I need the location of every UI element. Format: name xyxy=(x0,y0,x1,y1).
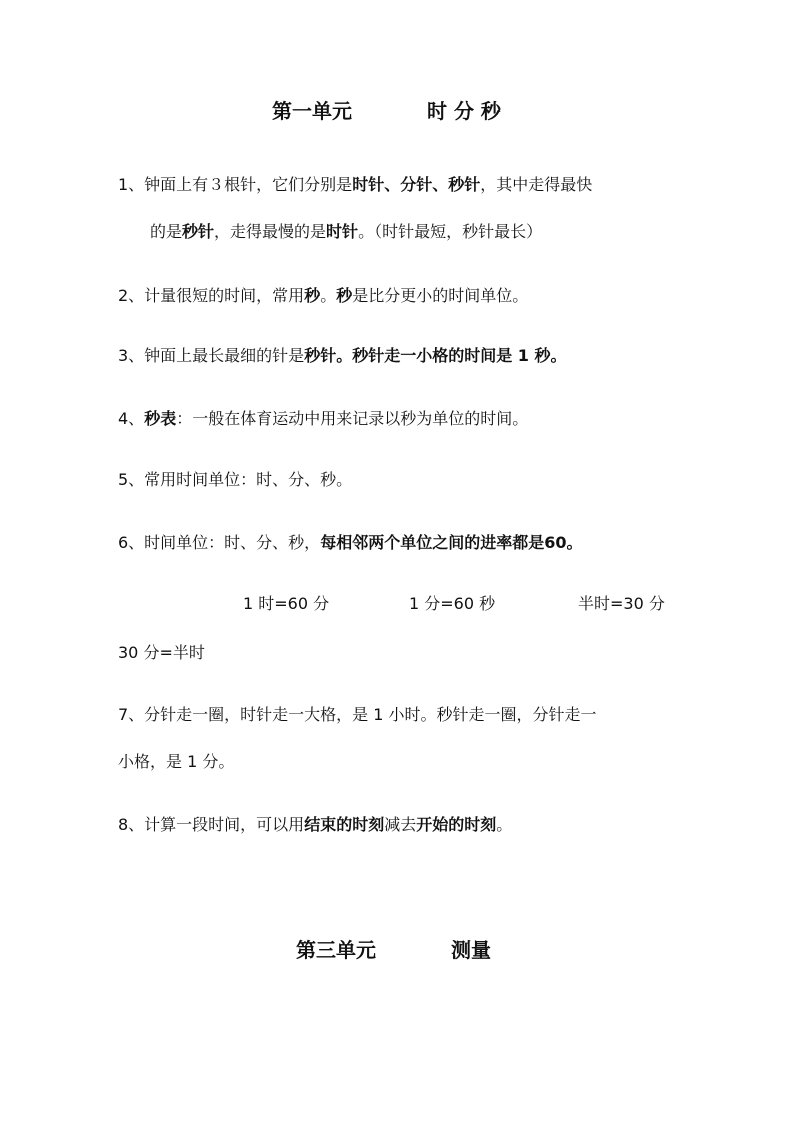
item-2 xyxy=(118,286,528,306)
item-2-text-c: 是比分更小的时间单位。 xyxy=(352,286,529,305)
item-8-text-c: 。 xyxy=(496,815,513,834)
item-3-bold-c: 秒针走一小格的时间是 1 秒。 xyxy=(352,346,567,365)
conversion-minutes-half-hour: 30 分=半时 xyxy=(118,643,205,662)
item-1-line-1 xyxy=(118,175,592,195)
item-6-bold-b: 60。 xyxy=(544,533,583,552)
item-8-bold-start-time: 开始的时刻 xyxy=(416,815,497,834)
item-6 xyxy=(118,533,582,553)
item-3 xyxy=(118,346,567,366)
item-8-text-a: 8、计算一段时间，可以用 xyxy=(118,815,305,834)
item-1-text-b: ，其中走得最快 xyxy=(480,175,593,194)
item-1-text-c: 的是 xyxy=(150,222,183,241)
item-4-text-a: 4、 xyxy=(118,409,145,428)
item-6-bold-a: 每相邻两个单位之间的进率都是 xyxy=(320,533,545,552)
item-1-bold-hands: 时针、分针、秒针 xyxy=(352,175,481,194)
unit1-subtitle: 时 分 秒 xyxy=(427,99,501,123)
item-4-bold-stopwatch: 秒表 xyxy=(144,409,177,428)
item-2-text-a: 2、计量很短的时间，常用 xyxy=(118,286,305,305)
item-8-text-b: 减去 xyxy=(384,815,417,834)
unit3-subtitle: 测量 xyxy=(451,938,491,962)
item-1-text-d: ，走得最慢的是 xyxy=(214,222,327,241)
unit3-title: 第三单元 xyxy=(296,938,376,962)
item-8 xyxy=(118,815,512,835)
item-1-bold-second-hand: 秒针 xyxy=(182,222,215,241)
conversion-minute-second: 1 分=60 秒 xyxy=(409,594,496,613)
item-6-text-a: 6、时间单位：时、分、秒， xyxy=(118,533,321,552)
unit1-title: 第一单元 xyxy=(272,99,352,123)
item-3-bold-b: 。 xyxy=(336,346,353,365)
item-2-text-b: 。 xyxy=(320,286,337,305)
item-2-bold-b: 秒 xyxy=(336,286,353,305)
item-4 xyxy=(118,409,528,429)
conversion-hour-minute: 1 时=60 分 xyxy=(243,594,330,613)
item-1-text-e: 。（时针最短，秒针最长） xyxy=(358,222,543,241)
item-5: 5、常用时间单位：时、分、秒。 xyxy=(118,470,353,489)
item-7-line-2: 小格，是 1 分。 xyxy=(118,752,235,771)
item-1-text-a: 1、钟面上有３根针，它们分别是 xyxy=(118,175,353,194)
item-8-bold-end-time: 结束的时刻 xyxy=(304,815,385,834)
item-2-bold-a: 秒 xyxy=(304,286,321,305)
item-1-bold-hour-hand: 时针 xyxy=(326,222,359,241)
item-3-text-a: 3、钟面上最长最细的针是 xyxy=(118,346,305,365)
item-3-bold-a: 秒针 xyxy=(304,346,337,365)
item-4-text-b: ：一般在体育运动中用来记录以秒为单位的时间。 xyxy=(176,409,529,428)
item-1-line-2 xyxy=(150,222,542,242)
conversion-half-hour: 半时=30 分 xyxy=(578,594,665,613)
item-7-line-1: 7、分针走一圈，时针走一大格，是 1 小时。秒针走一圈，分针走一 xyxy=(118,705,597,724)
